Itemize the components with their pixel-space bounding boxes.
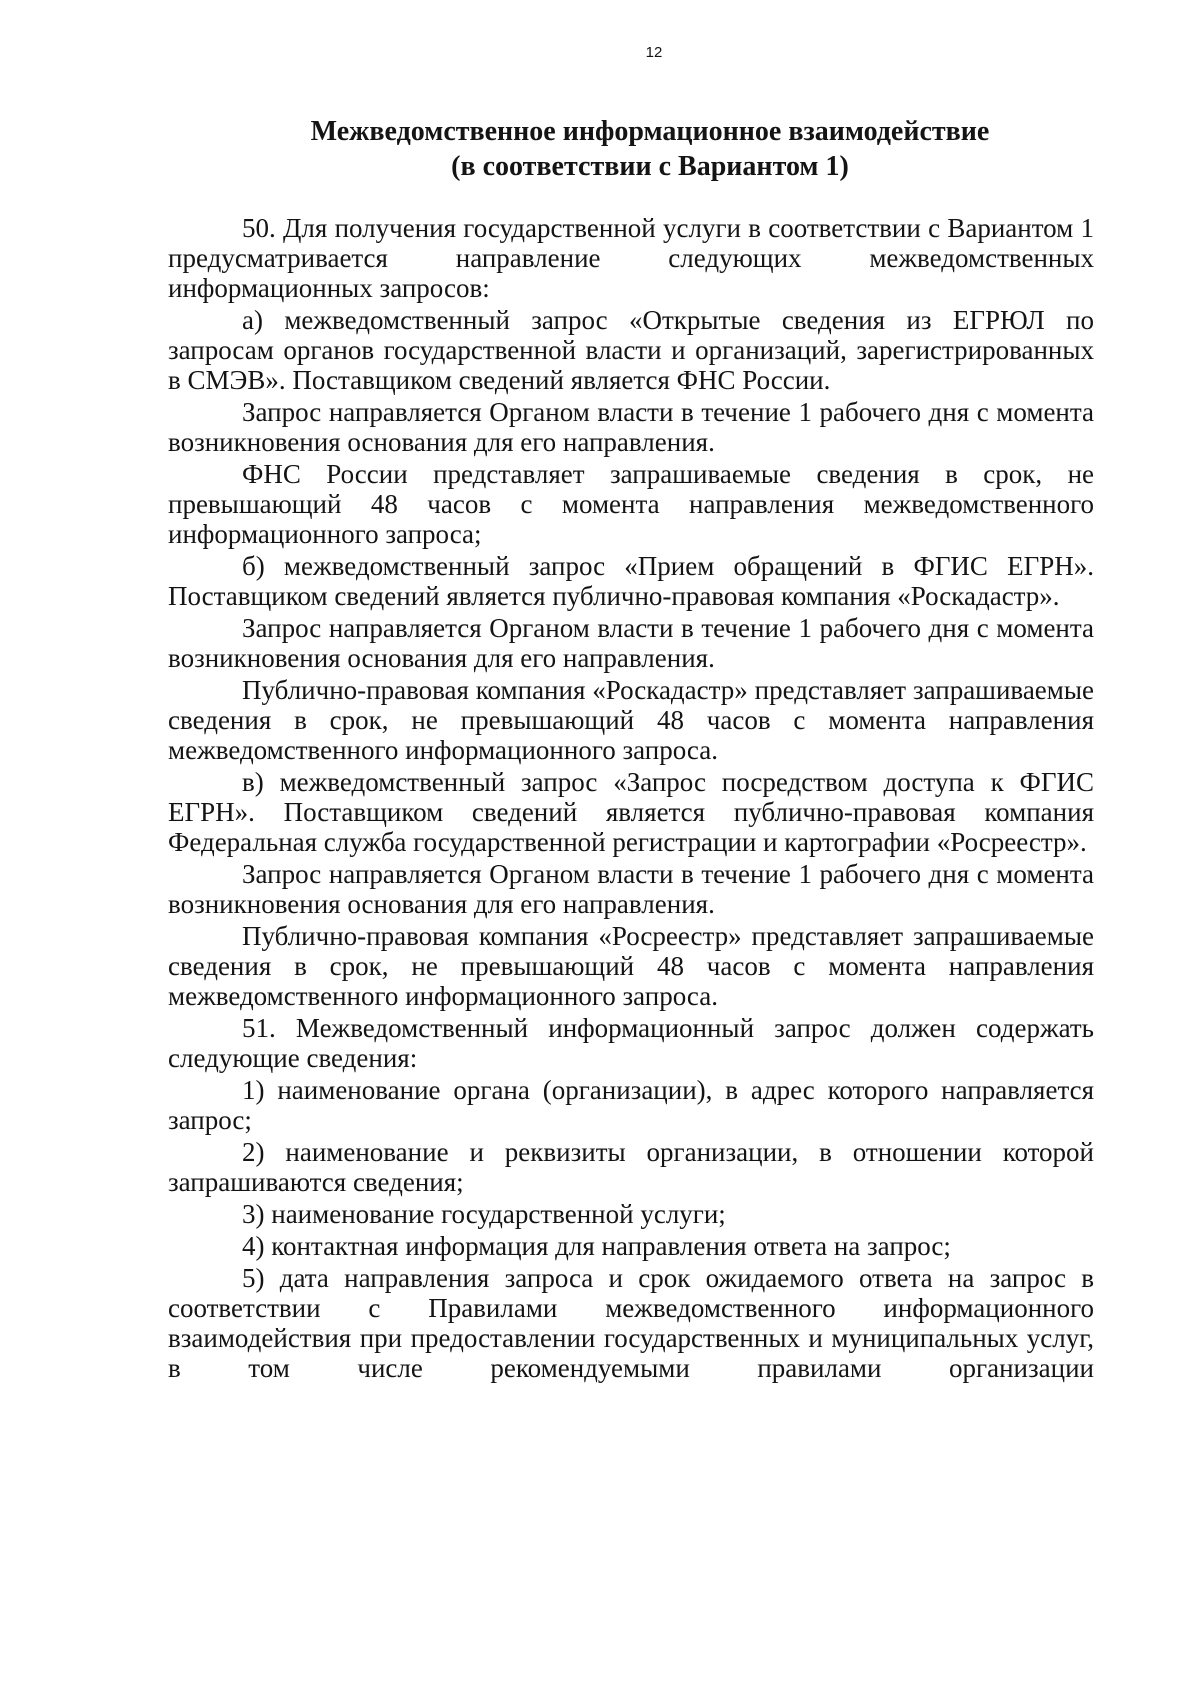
paragraph-a: а) межведомственный запрос «Открытые сведения из ЕГРЮЛ по запросам органов государственной власти и организаций, зарегистрированных в СМЭВ». Поставщиком сведений является ФНС России. bbox=[168, 305, 1094, 395]
paragraph-51: 51. Межведомственный информационный запрос должен содержать следующие сведения: bbox=[168, 1013, 1094, 1073]
paragraph-v-response-timing: Публично-правовая компания «Росреестр» представляет запрашиваемые сведения в срок, не превышающий 48 часов с момента направления межведомственного информационного запроса. bbox=[168, 921, 1094, 1011]
list-item-5: 5) дата направления запроса и срок ожидаемого ответа на запрос в соответствии с Правилами межведомственного информационного взаимодействия при предоставлении государственных и муниципальных услуг, в том числе рекомендуемыми правилами организации bbox=[168, 1263, 1094, 1383]
title-line-2: (в соответствии с Вариантом 1) bbox=[451, 151, 849, 182]
body-text bbox=[168, 213, 1094, 1385]
page-number: 12 bbox=[645, 44, 663, 61]
list-item-2: 2) наименование и реквизиты организации, в отношении которой запрашиваются сведения; bbox=[168, 1137, 1094, 1197]
paragraph-v-request-timing: Запрос направляется Органом власти в течение 1 рабочего дня с момента возникновения основания для его направления. bbox=[168, 859, 1094, 919]
paragraph-50: 50. Для получения государственной услуги в соответствии с Вариантом 1 предусматривается направление следующих межведомственных информационных запросов: bbox=[168, 213, 1094, 303]
paragraph-a-request-timing: Запрос направляется Органом власти в течение 1 рабочего дня с момента возникновения основания для его направления. bbox=[168, 397, 1094, 457]
paragraph-b-response-timing: Публично-правовая компания «Роскадастр» представляет запрашиваемые сведения в срок, не превышающий 48 часов с момента направления межведомственного информационного запроса. bbox=[168, 675, 1094, 765]
paragraph-v: в) межведомственный запрос «Запрос посредством доступа к ФГИС ЕГРН». Поставщиком сведений является публично-правовая компания Федеральная служба государственной регистрации и картографии «Росреестр». bbox=[168, 767, 1094, 857]
title-line-1: Межведомственное информационное взаимодействие bbox=[310, 116, 990, 147]
paragraph-b-request-timing: Запрос направляется Органом власти в течение 1 рабочего дня с момента возникновения основания для его направления. bbox=[168, 613, 1094, 673]
paragraph-b: б) межведомственный запрос «Прием обращений в ФГИС ЕГРН». Поставщиком сведений является публично-правовая компания «Роскадастр». bbox=[168, 551, 1094, 611]
list-item-3: 3) наименование государственной услуги; bbox=[242, 1199, 726, 1229]
list-item-1: 1) наименование органа (организации), в адрес которого направляется запрос; bbox=[168, 1075, 1094, 1135]
paragraph-a-response-timing: ФНС России представляет запрашиваемые сведения в срок, не превышающий 48 часов с момента направления межведомственного информационного запроса; bbox=[168, 459, 1094, 549]
list-item-4: 4) контактная информация для направления ответа на запрос; bbox=[242, 1231, 951, 1261]
section-title bbox=[50, 114, 1200, 184]
